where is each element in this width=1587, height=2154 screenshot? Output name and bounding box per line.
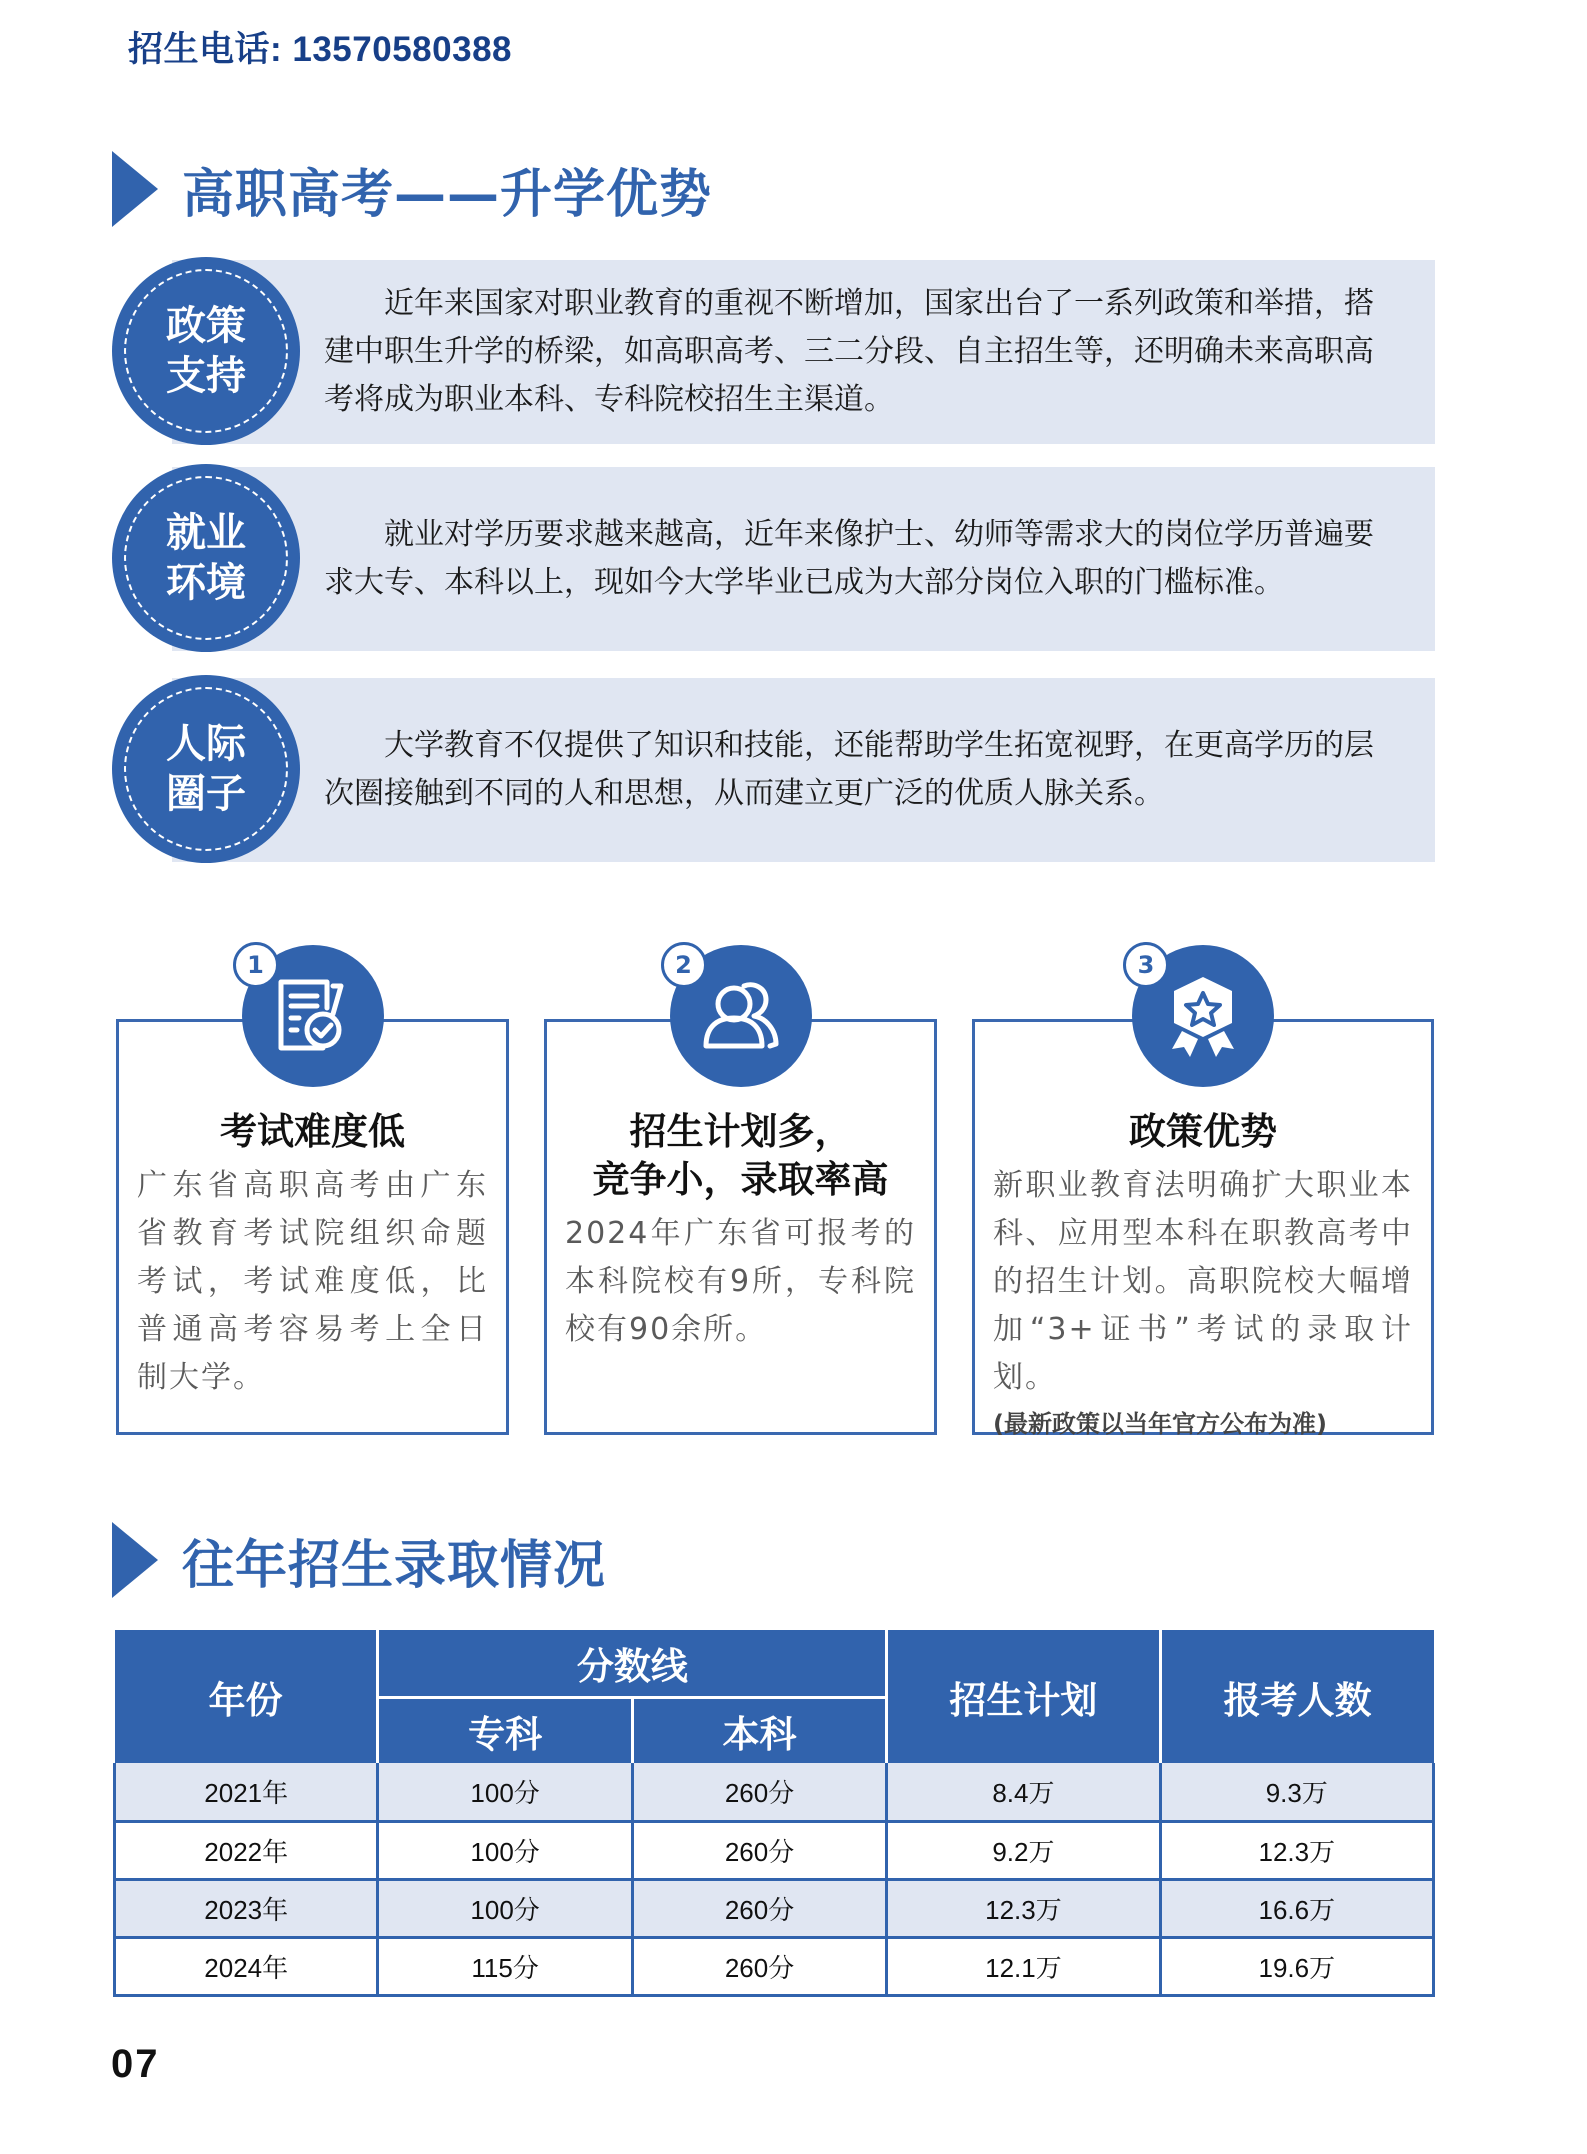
- header-score-line: 分数线: [378, 1630, 887, 1697]
- advantage-badge: [112, 464, 300, 652]
- table-row: [115, 1937, 1434, 1995]
- card-title-line1: 招生计划多，: [629, 1110, 852, 1153]
- cell-plan: 12.3万: [887, 1879, 1160, 1937]
- header-zhuanke: 专科: [378, 1697, 632, 1763]
- table-row: [115, 1879, 1434, 1937]
- cell-benke: 260分: [632, 1879, 886, 1937]
- table-row: [115, 1821, 1434, 1879]
- card-title: 考试难度低: [220, 1110, 405, 1153]
- step-number-badge: 3: [1123, 942, 1169, 988]
- card-body-text: 广东省高职高考由广东省教育考试院组织命题考试，考试难度低，比普通高考容易考上全日制大学。: [137, 1168, 488, 1395]
- cell-plan: 9.2万: [887, 1821, 1160, 1879]
- section-heading-advantages: [112, 150, 712, 228]
- badge-line: 支持: [166, 353, 246, 399]
- advantage-row-network: [112, 678, 1435, 862]
- page-number: 07: [111, 2042, 160, 2086]
- cell-benke: 260分: [632, 1937, 886, 1995]
- cell-year: 2022年: [115, 1821, 378, 1879]
- badge-line: 政策: [166, 303, 246, 349]
- section-title: 往年招生录取情况: [182, 1535, 607, 1596]
- card-body-text: 新职业教育法明确扩大职业本科、应用型本科在职教高考中的招生计划。高职院校大幅增加“3+证书”考试的录取计划。: [993, 1168, 1413, 1395]
- header-applicants: 报考人数: [1160, 1630, 1433, 1763]
- card-title-line2: 竞争小，录取率高: [592, 1158, 889, 1201]
- header-benke: 本科: [632, 1697, 886, 1763]
- feature-card-policy: [972, 951, 1434, 1438]
- card-title: 政策优势: [1129, 1110, 1277, 1153]
- advantage-badge: [112, 257, 300, 445]
- card-body-text: 2024年广东省可报考的本科院校有9所，专科院校有90余所。: [565, 1216, 916, 1347]
- advantage-row-employment: [112, 467, 1435, 651]
- cell-benke: 260分: [632, 1821, 886, 1879]
- cell-zhuanke: 100分: [378, 1821, 632, 1879]
- cell-plan: 8.4万: [887, 1763, 1160, 1821]
- cell-zhuanke: 100分: [378, 1763, 632, 1821]
- section-heading-admissions: [112, 1521, 606, 1599]
- enrollment-phone: 招生电话: 13570580388: [128, 30, 512, 69]
- cell-year: 2023年: [115, 1879, 378, 1937]
- feature-card-enrollment-plan: [544, 951, 937, 1435]
- badge-line: 就业: [166, 510, 246, 556]
- cell-zhuanke: 115分: [378, 1937, 632, 1995]
- triangle-marker-icon: [112, 151, 158, 227]
- advantage-badge: [112, 675, 300, 863]
- advantage-text: 近年来国家对职业教育的重视不断增加，国家出台了一系列政策和举措，搭建中职生升学的桥梁，如高职高考、三二分段、自主招生等，还明确未来高职高考将成为职业本科、专科院校招生主渠道。: [324, 286, 1374, 417]
- table-row: [115, 1763, 1434, 1821]
- cell-applicants: 19.6万: [1160, 1937, 1433, 1995]
- header-enrollment-plan: 招生计划: [887, 1630, 1160, 1763]
- cell-applicants: 9.3万: [1160, 1763, 1433, 1821]
- badge-line: 环境: [166, 560, 246, 606]
- cell-benke: 260分: [632, 1763, 886, 1821]
- advantage-row-policy: [112, 260, 1435, 444]
- header-year: 年份: [115, 1630, 378, 1763]
- step-number-badge: 2: [661, 942, 707, 988]
- cell-applicants: 16.6万: [1160, 1879, 1433, 1937]
- cell-zhuanke: 100分: [378, 1879, 632, 1937]
- triangle-marker-icon: [112, 1522, 158, 1598]
- badge-line: 人际: [166, 721, 246, 767]
- advantage-text: 大学教育不仅提供了知识和技能，还能帮助学生拓宽视野，在更高学历的层次圈接触到不同的人和思想，从而建立更广泛的优质人脉关系。: [324, 728, 1374, 811]
- badge-line: 圈子: [166, 771, 246, 817]
- cell-plan: 12.1万: [887, 1937, 1160, 1995]
- section-title: 高职高考——升学优势: [182, 164, 713, 225]
- cell-year: 2024年: [115, 1937, 378, 1995]
- advantage-text: 就业对学历要求越来越高，近年来像护士、幼师等需求大的岗位学历普遍要求大专、本科以上，现如今大学毕业已成为大部分岗位入职的门槛标准。: [324, 517, 1374, 600]
- policy-disclaimer-note: (最新政策以当年官方公布为准): [993, 1410, 1327, 1438]
- admissions-table: [113, 1630, 1435, 1997]
- feature-card-exam-difficulty: [116, 951, 509, 1435]
- cell-applicants: 12.3万: [1160, 1821, 1433, 1879]
- step-number-badge: 1: [233, 942, 279, 988]
- cell-year: 2021年: [115, 1763, 378, 1821]
